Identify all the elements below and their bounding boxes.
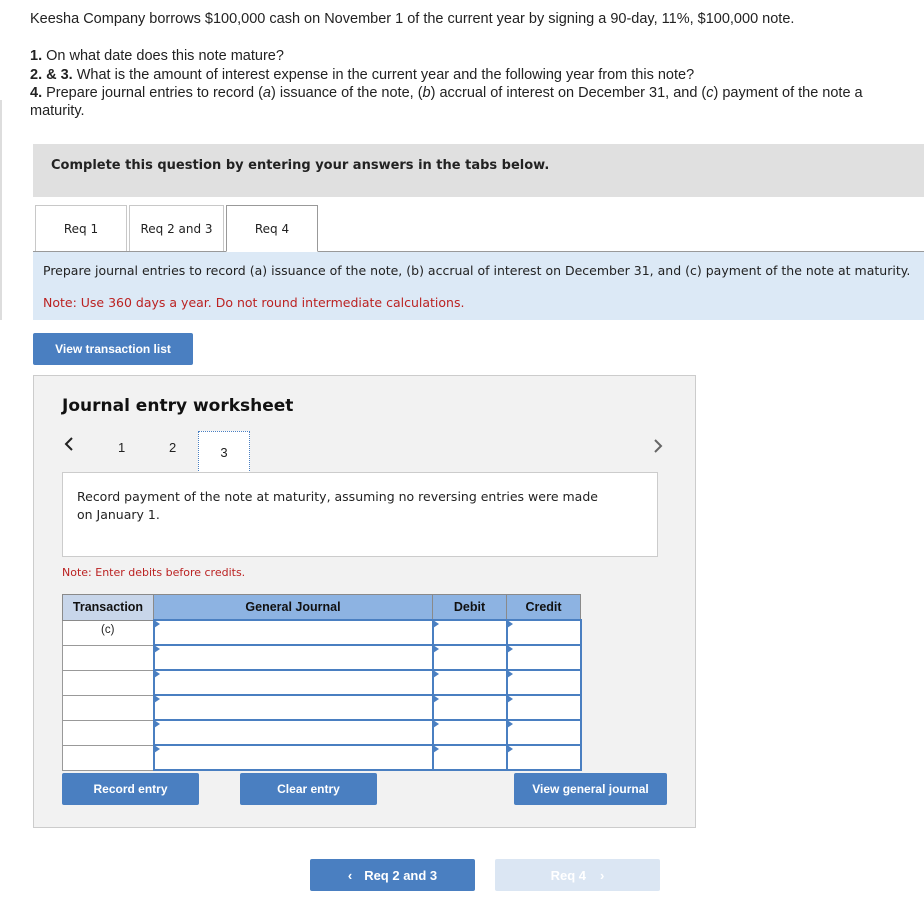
record-entry-button[interactable]: Record entry <box>62 773 199 805</box>
left-divider <box>0 100 2 320</box>
instructions-panel <box>33 252 924 320</box>
credit-input[interactable] <box>507 695 581 720</box>
debit-input[interactable] <box>433 695 507 720</box>
view-general-journal-button[interactable]: View general journal <box>514 773 667 805</box>
entry-description-box <box>62 472 658 557</box>
transaction-cell <box>63 670 154 695</box>
transaction-cell <box>63 745 154 770</box>
credit-input[interactable] <box>507 620 581 645</box>
chevron-left-icon[interactable] <box>63 435 75 458</box>
question-2-3: 2. & 3. What is the amount of interest expense in the current year and the following year from this note? <box>30 67 695 83</box>
col-credit: Credit <box>507 595 581 621</box>
instructions-note: Note: Use 360 days a year. Do not round intermediate calculations. <box>43 295 465 310</box>
entry-description: Record payment of the note at maturity, assuming no reversing entries were made on January 1. <box>77 489 598 522</box>
chevron-right-icon: › <box>600 867 605 883</box>
tab-req-1[interactable]: Req 1 <box>35 205 127 251</box>
col-transaction: Transaction <box>63 595 154 621</box>
worksheet-page-1[interactable]: 1 <box>118 440 126 455</box>
journal-table <box>62 594 582 771</box>
table-row <box>63 645 581 670</box>
debit-input[interactable] <box>433 720 507 745</box>
credit-input[interactable] <box>507 645 581 670</box>
journal-header-row <box>63 595 581 621</box>
transaction-cell <box>63 720 154 745</box>
instructions-text: Prepare journal entries to record (a) issuance of the note, (b) accrual of interest on December 31, and (c) payment of the note at maturity. <box>43 263 911 278</box>
view-transaction-list-button[interactable]: View transaction list <box>33 333 193 365</box>
transaction-cell <box>63 645 154 670</box>
worksheet-page-2[interactable]: 2 <box>169 440 177 455</box>
account-input[interactable] <box>154 745 433 770</box>
worksheet-title: Journal entry worksheet <box>62 396 294 416</box>
problem-intro: Keesha Company borrows $100,000 cash on November 1 of the current year by signing a 90-day, 11%, $100,000 note. <box>30 11 795 27</box>
chevron-right-icon[interactable] <box>652 437 664 460</box>
next-req-button[interactable] <box>495 859 660 891</box>
credit-input[interactable] <box>507 670 581 695</box>
question-1: 1. On what date does this note mature? <box>30 48 284 64</box>
debit-input[interactable] <box>433 645 507 670</box>
table-row <box>63 620 581 645</box>
debit-input[interactable] <box>433 745 507 770</box>
credit-input[interactable] <box>507 720 581 745</box>
account-input[interactable] <box>154 695 433 720</box>
col-debit: Debit <box>433 595 507 621</box>
account-input[interactable] <box>154 620 433 645</box>
col-general-journal: General Journal <box>154 595 433 621</box>
account-input[interactable] <box>154 645 433 670</box>
question-4: 4. Prepare journal entries to record (a) issuance of the note, (b) accrual of interest on December 31, and (c) payment of the note a <box>30 85 863 101</box>
worksheet-page-3-current[interactable]: 3 <box>198 431 250 473</box>
debit-input[interactable] <box>433 670 507 695</box>
table-row <box>63 720 581 745</box>
prev-req-label: Req 2 and 3 <box>364 867 438 883</box>
account-input[interactable] <box>154 720 433 745</box>
complete-banner-text: Complete this question by entering your answers in the tabs below. <box>51 158 550 173</box>
table-row <box>63 745 581 770</box>
debit-input[interactable] <box>433 620 507 645</box>
transaction-cell: (c) <box>63 620 154 645</box>
clear-entry-button[interactable]: Clear entry <box>240 773 377 805</box>
debits-note: Note: Enter debits before credits. <box>62 566 246 579</box>
question-4-continued: maturity. <box>30 103 85 119</box>
tab-req-2-and-3[interactable]: Req 2 and 3 <box>129 205 224 251</box>
credit-input[interactable] <box>507 745 581 770</box>
tab-req-4[interactable]: Req 4 <box>226 205 318 252</box>
chevron-left-icon: ‹ <box>347 867 353 883</box>
transaction-cell <box>63 695 154 720</box>
prev-req-button[interactable] <box>310 859 475 891</box>
complete-banner <box>33 144 924 197</box>
table-row <box>63 670 581 695</box>
table-row <box>63 695 581 720</box>
account-input[interactable] <box>154 670 433 695</box>
next-req-label: Req 4 <box>550 867 587 883</box>
